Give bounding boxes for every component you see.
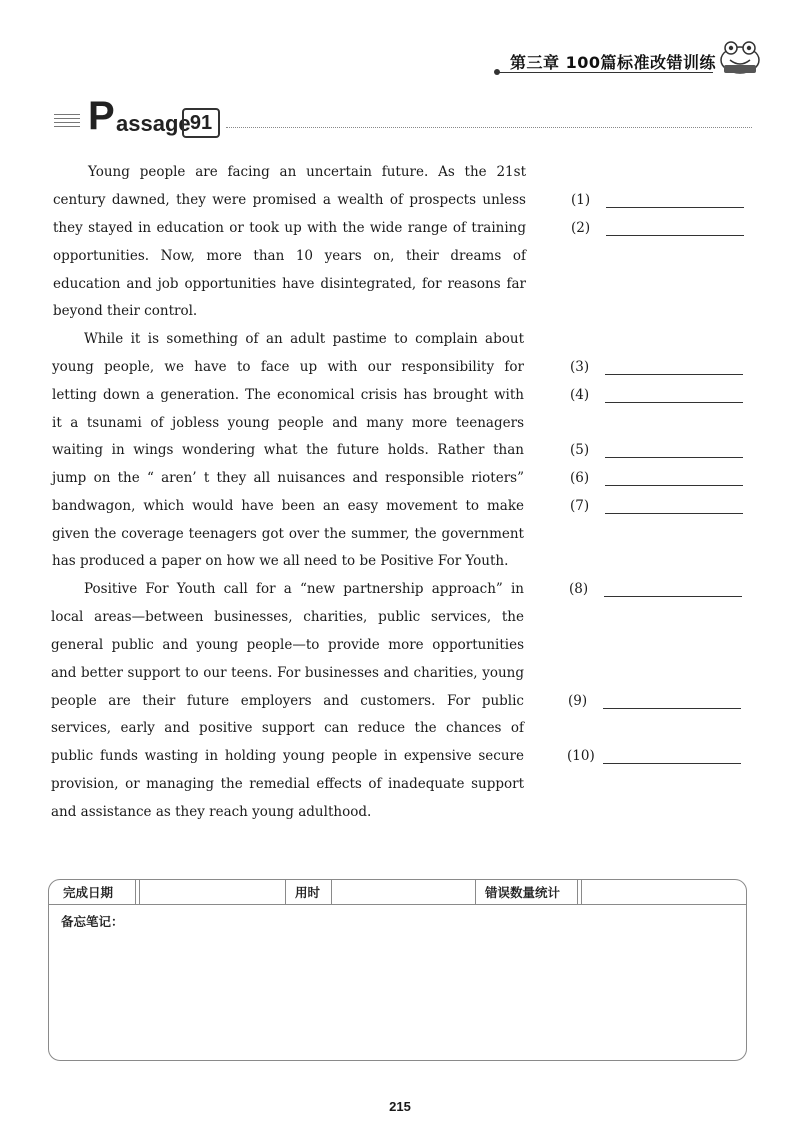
- answer-blank[interactable]: [606, 207, 744, 208]
- answer-mark: (8): [569, 581, 589, 597]
- header-rule: [498, 72, 713, 73]
- passage-heading: [54, 94, 754, 140]
- cell-divider: [475, 880, 476, 904]
- answer-mark: (10): [567, 748, 595, 764]
- passage-line: has produced a paper on how we all need to be Positive For Youth.: [52, 553, 509, 569]
- passage-line: century dawned, they were promised a wealth of prospects unless: [53, 192, 526, 208]
- page-number: 215: [389, 1099, 411, 1114]
- passage-number: 91: [182, 108, 220, 138]
- frog-mascot-icon: [718, 38, 762, 76]
- passage-line: beyond their control.: [53, 303, 198, 319]
- passage-line: they stayed in education or took up with the wide range of training: [53, 220, 526, 236]
- heading-dash: [54, 126, 80, 127]
- cell-divider: [139, 880, 140, 904]
- cell-divider: [581, 880, 582, 904]
- passage-initial: P: [88, 94, 115, 138]
- cell-divider: [577, 880, 578, 904]
- notes-header-row: [49, 880, 746, 905]
- passage-line: services, early and positive support can reduce the chances of: [51, 720, 524, 736]
- heading-dash: [54, 118, 80, 119]
- answer-mark: (7): [570, 498, 590, 514]
- passage-line: it a tsunami of jobless young people and many more teenagers: [52, 415, 524, 431]
- answer-blank[interactable]: [605, 457, 743, 458]
- answer-mark: (4): [570, 387, 590, 403]
- answer-blank[interactable]: [605, 402, 743, 403]
- passage-line: While it is something of an adult pastime to complain about: [84, 331, 524, 347]
- cell-divider: [135, 880, 136, 904]
- passage-line: and assistance as they reach young adulthood.: [51, 804, 372, 820]
- passage-line: given the coverage teenagers got over the summer, the government: [52, 526, 524, 542]
- header-rule-dot: [494, 69, 500, 75]
- passage-line: and better support to our teens. For businesses and charities, young: [51, 665, 524, 681]
- passage-line: education and job opportunities have disintegrated, for reasons far: [53, 276, 526, 292]
- answer-mark: (2): [571, 220, 591, 236]
- answer-blank[interactable]: [603, 708, 741, 709]
- answer-blank[interactable]: [604, 596, 742, 597]
- heading-dotted-rule: [226, 127, 752, 128]
- answer-mark: (5): [570, 442, 590, 458]
- passage-line: Young people are facing an uncertain future. As the 21st: [88, 164, 526, 180]
- heading-dash: [54, 114, 80, 115]
- answer-blank[interactable]: [605, 513, 743, 514]
- passage-line: opportunities. Now, more than 10 years on, their dreams of: [53, 248, 526, 264]
- errors-label: 错误数量统计: [485, 885, 561, 900]
- passage-line: local areas—between businesses, charities, public services, the: [51, 609, 524, 625]
- chapter-title: 第三章 100篇标准改错训练: [510, 53, 716, 72]
- answer-blank[interactable]: [605, 374, 743, 375]
- passage-word: assage: [116, 111, 191, 136]
- answer-blank[interactable]: [606, 235, 744, 236]
- passage-line: jump on the “ aren’ t they all nuisances and responsible rioters”: [52, 470, 524, 486]
- answer-mark: (6): [570, 470, 590, 486]
- passage-line: bandwagon, which would have been an easy movement to make: [52, 498, 524, 514]
- answer-blank[interactable]: [603, 763, 741, 764]
- time-label: 用时: [295, 885, 321, 900]
- passage-line: young people, we have to face up with our responsibility for: [52, 359, 524, 375]
- passage-line: waiting in wings wondering what the future holds. Rather than: [52, 442, 524, 458]
- answer-blank[interactable]: [605, 485, 743, 486]
- heading-dash: [54, 122, 80, 123]
- answer-mark: (3): [570, 359, 590, 375]
- passage-line: provision, or managing the remedial effects of inadequate support: [51, 776, 524, 792]
- answer-mark: (1): [571, 192, 591, 208]
- passage-line: people are their future employers and customers. For public: [51, 693, 524, 709]
- passage-line: general public and young people—to provide more opportunities: [51, 637, 524, 653]
- passage-line: Positive For Youth call for a “new partnership approach” in: [84, 581, 524, 597]
- memo-label: 备忘笔记：: [61, 914, 124, 929]
- passage-line: letting down a generation. The economical crisis has brought with: [52, 387, 524, 403]
- date-label: 完成日期: [63, 885, 114, 900]
- cell-divider: [331, 880, 332, 904]
- notes-box: [48, 879, 747, 1061]
- passage-line: public funds wasting in holding young people in expensive secure: [51, 748, 524, 764]
- cell-divider: [285, 880, 286, 904]
- answer-mark: (9): [568, 693, 588, 709]
